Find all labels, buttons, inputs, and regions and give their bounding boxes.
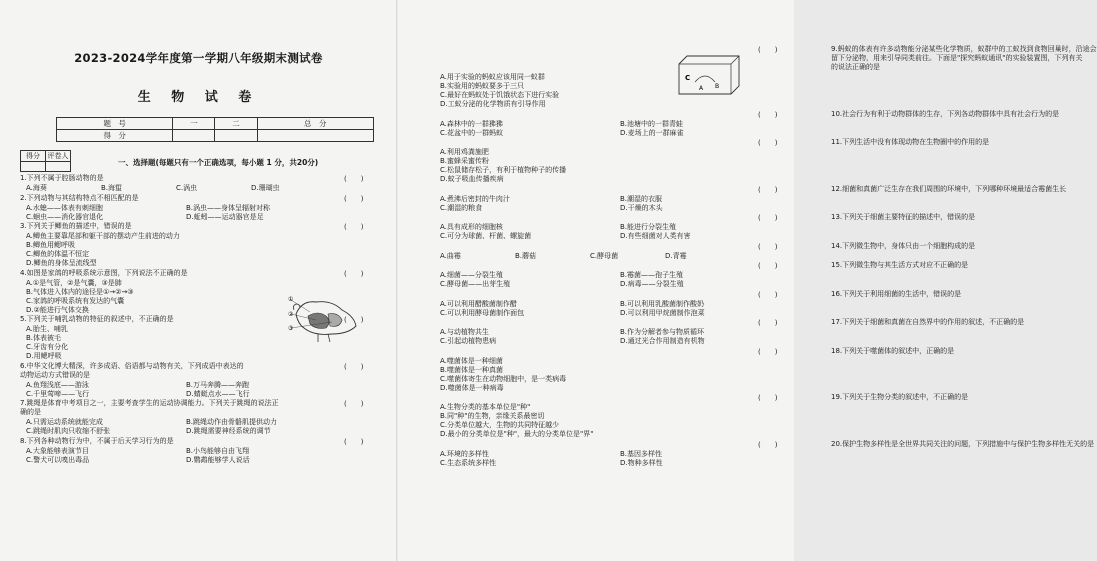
option-d: D.鹦鹉能够学人说话: [186, 455, 250, 464]
answer-paren[interactable]: ( ): [344, 316, 364, 324]
option-d: D.病毒——分裂生殖: [620, 280, 684, 288]
question-stem: 动物运动方式错误的是: [20, 370, 90, 379]
question-stem: 的说法正确的是: [831, 63, 880, 71]
question-stem: 2.下列动物与其结构特点不相匹配的是: [20, 193, 139, 202]
score-blank-cell[interactable]: [173, 130, 215, 142]
option-b: B.噬菌体是一种真菌: [440, 365, 504, 374]
option-a: A.海葵: [26, 184, 47, 192]
question-stem: 19.下列关于生物分类的叙述中，不正确的是: [831, 393, 969, 401]
option-d: D.青霉: [665, 251, 687, 260]
option-c: C.松鼠储存松子，有利于植物种子的传播: [440, 166, 567, 174]
option-d: D.②能进行气体交换: [26, 305, 89, 314]
answer-paren[interactable]: ( ): [344, 194, 364, 203]
option-b: B.能进行分裂生殖: [620, 223, 677, 231]
score-table-score-row: [57, 130, 374, 142]
option-d: D.鲫鱼的身体呈流线型: [26, 259, 97, 267]
question-stem: 5.下列关于哺乳动物的特征的叙述中，不正确的是: [20, 315, 174, 323]
option-a: A.胎生、哺乳: [26, 325, 68, 333]
option-c: C.家鸽的呼吸系统有发达的气囊: [26, 296, 125, 305]
answer-paren[interactable]: ( ): [758, 262, 778, 270]
option-b: B.海蜇: [101, 184, 123, 192]
question-stem: 7.跳绳是体育中考项目之一，主要考查学生的运动协调能力。下列关于跳绳的说法正: [20, 399, 279, 407]
score-blank-cell[interactable]: [215, 130, 257, 142]
question-stem: 9.蚂蚁的体表有许多动物能分泌某些化学物质，蚁群中的工蚁找到食物回巢时，沿途会: [831, 45, 1097, 53]
option-b: B.池塘中的一群青蛙: [620, 119, 684, 128]
score-table-header-row: [57, 118, 374, 130]
option-a: A.环境的多样性: [440, 449, 489, 458]
ant-experiment-figure: [677, 52, 741, 96]
option-c: C.警犬可以嗅出毒品: [26, 455, 90, 464]
option-b: B.涡虫——身体呈辐射对称: [186, 203, 271, 212]
option-d: D.蚊子吸血传播疾病: [440, 175, 504, 183]
grader-blank-cell[interactable]: [21, 162, 46, 172]
pigeon-label-1: ①: [288, 296, 294, 303]
option-b: B.基因多样性: [620, 449, 663, 458]
score-table-cell: 总 分: [257, 118, 373, 130]
score-table-cell: 一: [173, 118, 215, 130]
pigeon-respiratory-figure: [288, 292, 360, 344]
grader-score-label: 得分: [21, 151, 46, 162]
option-b: B.作为分解者参与物质循环: [620, 328, 705, 336]
left-page: [0, 0, 397, 561]
grader-blank-cell[interactable]: [46, 162, 71, 172]
option-c: C.引起动植物患病: [440, 337, 497, 345]
option-a: A.曲霉: [440, 251, 461, 260]
question-stem: 10.社会行为有利于动物群体的生存，下列各动物群体中具有社会行为的是: [831, 109, 1060, 118]
question-stem: 1.下列不属于腔肠动物的是: [20, 174, 104, 182]
option-c: C.最好在蚂蚁处于饥饿状态下进行实验: [440, 91, 560, 99]
option-c: C.鲫鱼的体温不恒定: [26, 250, 90, 258]
question-stem: 16.下列关于利用细菌的生活中，错误的是: [831, 289, 962, 298]
option-c: C.噬菌体寄生在动物细胞中，是一类病毒: [440, 374, 567, 383]
option-c: C.蛔虫——消化器官退化: [26, 212, 104, 221]
answer-paren[interactable]: ( ): [758, 110, 778, 119]
pigeon-label-3: ③: [288, 325, 294, 332]
option-d: D.有些细菌对人类有害: [620, 232, 691, 240]
score-table-cell: 题 号: [57, 118, 173, 130]
option-a: A.噬菌体是一种细菌: [440, 356, 503, 365]
option-d: D.跳绳需要神经系统的调节: [186, 427, 271, 435]
score-table: [56, 117, 374, 142]
question-stem: 13.下列关于细菌主要特征的描述中，错误的是: [831, 213, 976, 221]
option-b: B.同"种"的生物，亲缘关系最密切: [440, 412, 545, 420]
option-b: B.蘑菇: [515, 251, 537, 260]
option-a: A.生物分类的基本单位是"种": [440, 403, 531, 411]
answer-paren[interactable]: ( ): [758, 46, 778, 54]
section-title: 一、选择题(每题只有一个正确选项，每小题 1 分，共20分): [118, 158, 319, 167]
option-c: C.跳绳时肌肉只收缩不舒张: [26, 427, 111, 435]
question-stem: 18.下列关于噬菌体的叙述中，正确的是: [831, 346, 955, 355]
ant-box-label-b: B: [715, 83, 720, 90]
option-d: D.可以利用甲烷菌制作泡菜: [620, 308, 705, 317]
option-c: C.生态系统多样性: [440, 458, 497, 467]
answer-paren[interactable]: ( ): [758, 440, 778, 449]
option-a: A.用于实验的蚂蚁应该用同一蚁群: [440, 73, 545, 81]
option-b: B.可以利用乳酸菌制作酸奶: [620, 299, 705, 308]
question-stem: 8.下列各种动物行为中，不属于后天学习行为的是: [20, 436, 174, 445]
option-c: C.潮湿的粮食: [440, 203, 483, 212]
option-a: A.①是气管，②是气囊，③是肺: [26, 278, 122, 287]
option-d: D.最小的分类单位是"种"，最大的分类单位是"界": [440, 430, 594, 438]
question-stem: 17.下列关于细菌和真菌在自然界中的作用的叙述，不正确的是: [831, 318, 1025, 326]
option-a: A.与动植物共生: [440, 328, 489, 336]
answer-paren[interactable]: ( ): [344, 400, 364, 408]
answer-paren[interactable]: ( ): [758, 394, 778, 402]
option-b: B.气体进入体内的途径是①→②→③: [26, 287, 134, 296]
option-c: C.花盆中的一群蚂蚁: [440, 128, 504, 137]
question-stem: 6.中华文化博大精深，许多成语、俗语都与动物有关，下列成语中表达的: [20, 361, 244, 370]
option-a: A.细菌——分裂生殖: [440, 271, 503, 279]
question-stem: 15.下列微生物与其生活方式对应不正确的是: [831, 261, 969, 269]
option-b: B.实验用的蚂蚁要多于三只: [440, 82, 525, 90]
option-b: B.体表被毛: [26, 334, 62, 342]
option-b: B.霉菌——孢子生殖: [620, 271, 684, 279]
answer-paren[interactable]: ( ): [758, 185, 778, 194]
score-table-cell: 二: [215, 118, 257, 130]
option-d: D.蚯蚓——运动器官是足: [186, 212, 264, 221]
option-c: C.酵母菌——出芽生殖: [440, 280, 511, 288]
right-page: [397, 0, 1097, 561]
option-c: C.可分为球菌、杆菌、螺旋菌: [440, 232, 532, 240]
option-c: C.牙齿有分化: [26, 343, 69, 351]
ant-box-label-c: C: [685, 74, 691, 82]
answer-paren[interactable]: ( ): [344, 437, 364, 446]
pigeon-label-2: ②: [288, 311, 294, 318]
answer-paren[interactable]: ( ): [344, 175, 364, 183]
option-d: D.干燥的木头: [620, 203, 663, 212]
option-a: A.利用鸡粪施肥: [440, 148, 489, 156]
option-c: C.可以利用酵母菌制作面包: [440, 308, 525, 317]
answer-paren[interactable]: ( ): [758, 319, 778, 327]
option-d: D.蜻蜓点水——飞行: [186, 389, 250, 398]
option-a: A.具有成形的细胞核: [440, 223, 503, 231]
option-d: D.通过光合作用制造有机物: [620, 337, 705, 345]
question-stem: 确的是: [20, 408, 41, 416]
question-stem: 4.如图是家鸽的呼吸系统示意图，下列说法不正确的是: [20, 268, 188, 277]
option-d: D.物种多样性: [620, 458, 663, 467]
option-c: C.涡虫: [176, 184, 198, 192]
option-a: A.鱼翔浅底——游泳: [26, 380, 89, 389]
score-table-cell: 得 分: [57, 130, 173, 142]
option-d: D.噬菌体是一种病毒: [440, 383, 504, 392]
option-c: C.分类单位越大，生物的共同特征越少: [440, 421, 560, 429]
option-c: C.千里莺啼——飞行: [26, 389, 90, 398]
option-a: A.只需运动系统就能完成: [26, 418, 103, 426]
ant-box-label-a: A: [699, 85, 704, 92]
answer-paren[interactable]: ( ): [758, 139, 778, 147]
question-stem: 14.下列微生物中，身体只由一个细胞构成的是: [831, 241, 976, 250]
subject-title: 生 物 试 卷: [137, 90, 260, 105]
grader-name-label: 评卷人: [47, 152, 69, 160]
answer-paren[interactable]: ( ): [344, 269, 364, 278]
question-stem: 3.下列关于鲫鱼的描述中，错误的是: [20, 222, 132, 230]
option-a: A.水螅——体表有刺细胞: [26, 203, 103, 212]
option-b: B.鲫鱼用鳃呼吸: [26, 241, 76, 249]
option-c: C.酵母菌: [590, 251, 619, 260]
answer-paren[interactable]: ( ): [758, 242, 778, 251]
exam-title: 2023-2024学年度第一学期八年级期末测试卷: [74, 51, 323, 65]
grader-table: [20, 150, 71, 172]
option-d: D.用鳃呼吸: [26, 352, 62, 360]
option-b: B.潮湿的衣服: [620, 194, 663, 203]
option-a: A.大象能够表演节目: [26, 446, 89, 455]
option-b: B.万马奔腾——奔跑: [186, 380, 250, 389]
option-b: B.蜜蜂采蜜传粉: [440, 157, 490, 165]
question-stem: 11.下列生活中没有体现动物在生物圈中的作用的是: [831, 138, 990, 146]
option-a: A.可以利用醋酸菌制作醋: [440, 299, 517, 308]
answer-paren[interactable]: ( ): [344, 223, 364, 231]
option-d: D.麦场上的一群麻雀: [620, 128, 684, 137]
question-stem: 12.细菌和真菌广泛生存在我们周围的环境中，下列哪种环境最适合霉菌生长: [831, 184, 1067, 193]
option-a: A.鲫鱼主要靠尾部和躯干部的摆动产生前进的动力: [26, 232, 180, 240]
score-blank-cell[interactable]: [257, 130, 373, 142]
answer-paren[interactable]: ( ): [758, 290, 778, 299]
option-d: D.珊瑚虫: [251, 184, 280, 192]
option-a: A.煮沸后密封的牛肉汁: [440, 194, 510, 203]
option-d: D.工蚁分泌的化学物质有引导作用: [440, 100, 546, 108]
option-b: B.小鸟能够自由飞翔: [186, 446, 250, 455]
question-stem: 20.保护生物多样性是全世界共同关注的问题，下列措施中与保护生物多样性无关的是: [831, 439, 1095, 448]
option-a: A.森林中的一群狒狒: [440, 119, 503, 128]
answer-paren[interactable]: ( ): [758, 347, 778, 356]
answer-paren[interactable]: ( ): [758, 214, 778, 222]
question-stem: 留下分泌物，用来引导同类前往。下面是"探究蚂蚁通讯"的实验装置图，下列有关: [831, 54, 1083, 62]
option-b: B.跳绳动作由骨骼肌提供动力: [186, 418, 278, 426]
answer-paren[interactable]: ( ): [344, 362, 364, 371]
